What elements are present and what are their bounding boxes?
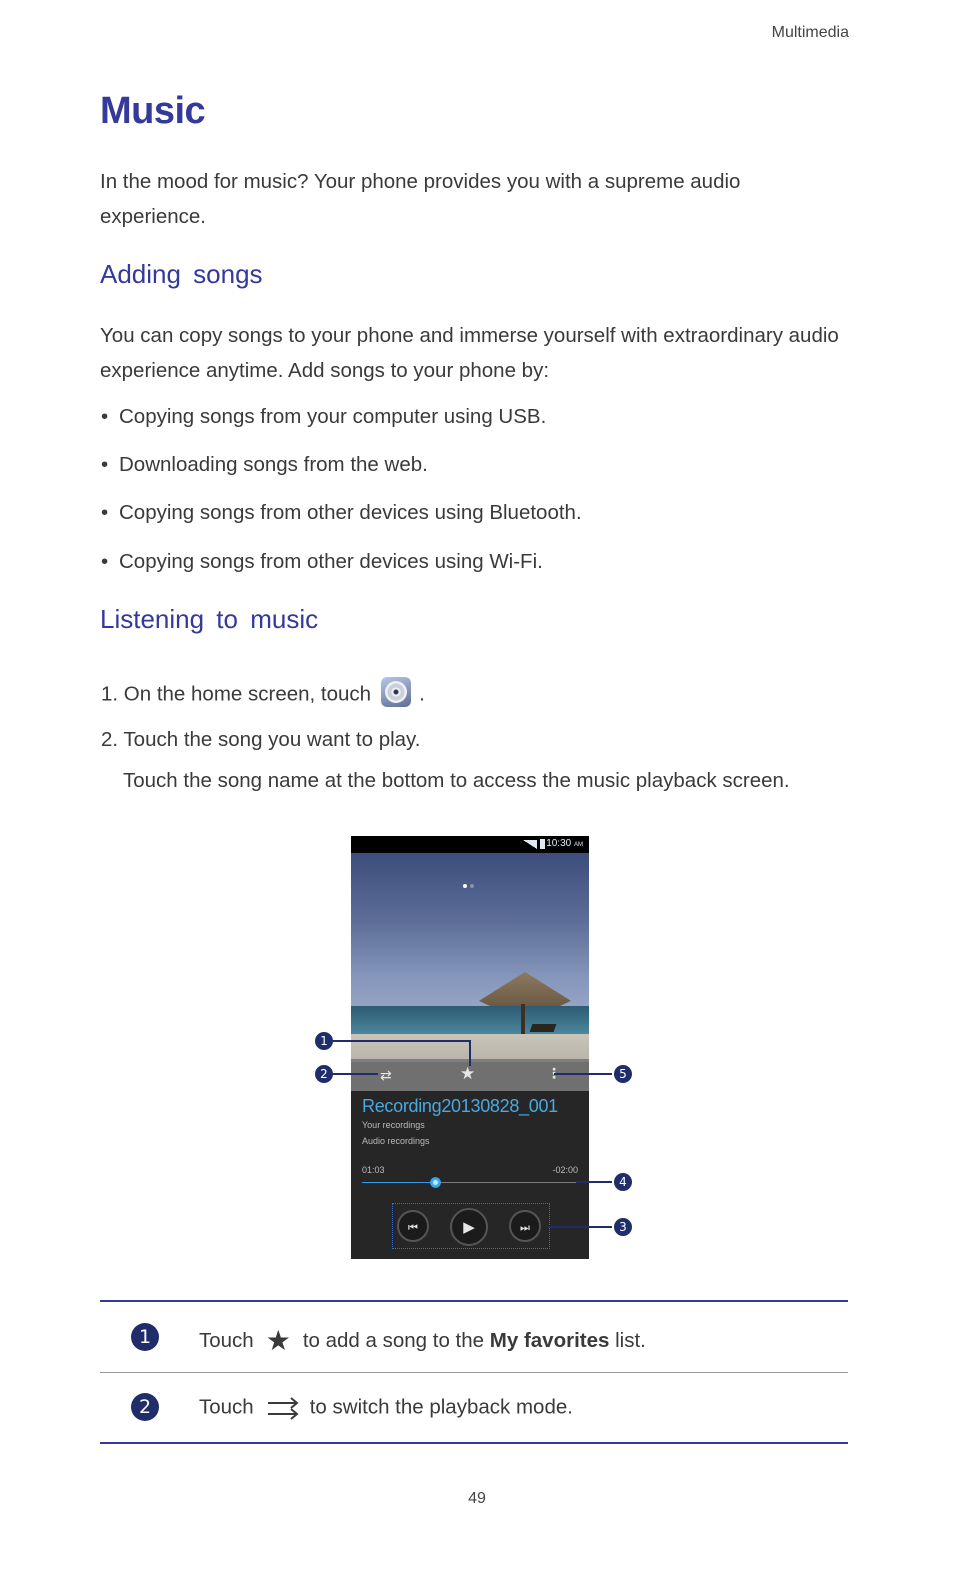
page-dot-active	[463, 884, 467, 888]
bullet-item	[101, 405, 546, 429]
bullet-item	[101, 501, 582, 525]
callout-2: 2	[315, 1065, 333, 1083]
bullet-text: Downloading songs from the web.	[119, 453, 428, 476]
legend-1-bold: My favorites	[489, 1329, 610, 1352]
page-number: 49	[468, 1490, 486, 1507]
previous-icon[interactable]: ⏮	[397, 1210, 429, 1242]
play-icon[interactable]: ▶	[450, 1208, 488, 1246]
song-album: Audio recordings	[362, 1136, 430, 1146]
status-bar	[351, 836, 589, 853]
legend-2-text: to switch the playback mode.	[309, 1395, 573, 1419]
album-art-sky	[351, 853, 589, 1006]
music-player-screenshot	[351, 836, 589, 1259]
section-header: Multimedia	[771, 24, 849, 41]
bullet-dot: •	[101, 405, 109, 428]
listening-heading: Listening to music	[100, 604, 319, 634]
bullet-dot: •	[101, 550, 109, 573]
star-icon[interactable]: ★	[460, 1064, 476, 1083]
next-icon[interactable]: ⏭	[509, 1210, 541, 1242]
legend-divider	[100, 1372, 848, 1373]
bullet-text: Copying songs from other devices using Wi-Fi.	[119, 550, 543, 573]
bullet-text: Copying songs from your computer using USB.	[119, 405, 547, 428]
legend-1-text: to add a song to the	[302, 1329, 485, 1352]
repeat-icon[interactable]: ⇄	[380, 1067, 392, 1083]
legend-bottom-rule	[100, 1442, 848, 1444]
legend-1-touch: Touch	[199, 1329, 254, 1352]
status-clock	[546, 838, 583, 849]
status-time: 10:30	[546, 838, 572, 849]
legend-2-touch: Touch	[199, 1395, 254, 1419]
battery-icon	[540, 839, 545, 849]
song-artist: Your recordings	[362, 1120, 425, 1130]
disc-icon	[385, 681, 407, 703]
legend-number-2: 2	[131, 1393, 159, 1421]
step-1-text: 1. On the home screen, touch	[101, 682, 372, 706]
status-ampm: AM	[574, 842, 583, 848]
adding-songs-heading: Adding songs	[100, 259, 263, 289]
elapsed-time: 01:03	[362, 1165, 385, 1175]
intro-paragraph: In the mood for music? Your phone provides you with a supreme audio experience.	[100, 170, 741, 228]
album-art-beach	[351, 1034, 589, 1062]
song-title[interactable]: Recording20130828_001	[362, 1096, 558, 1116]
step-1	[101, 680, 425, 710]
bullet-dot: •	[101, 501, 109, 524]
step-1-end: .	[419, 682, 425, 706]
signal-icon	[523, 840, 537, 849]
page-dot	[470, 884, 474, 888]
bullet-item	[101, 453, 428, 477]
legend-row-2	[199, 1395, 573, 1421]
bullet-text: Copying songs from other devices using Bluetooth.	[119, 501, 582, 524]
bullet-dot: •	[101, 453, 109, 476]
callout-1: 1	[315, 1032, 333, 1050]
adding-songs-paragraph: You can copy songs to your phone and immerse yourself with extraordinary audio experience anytime. Add songs to your phone by:	[100, 324, 839, 382]
repeat-icon	[266, 1395, 300, 1421]
page-indicator	[463, 875, 477, 893]
callout-4: 4	[614, 1173, 632, 1191]
bullet-item	[101, 550, 543, 574]
umbrella-pole	[521, 1004, 525, 1036]
remaining-time: -02:00	[552, 1165, 578, 1175]
page-title: Music	[100, 90, 206, 132]
legend-row-1	[199, 1324, 646, 1357]
callout-5: 5	[614, 1065, 632, 1083]
legend-top-rule	[100, 1300, 848, 1302]
step-2-note: Touch the song name at the bottom to access the music playback screen.	[123, 769, 790, 792]
callout-3: 3	[614, 1218, 632, 1236]
music-app-icon	[381, 677, 411, 707]
legend-number-1: 1	[131, 1323, 159, 1351]
menu-icon[interactable]: ⋮	[547, 1065, 561, 1081]
step-2: 2. Touch the song you want to play.	[101, 728, 421, 751]
seek-handle[interactable]	[430, 1177, 441, 1188]
legend-1-end: list.	[615, 1329, 646, 1352]
star-icon: ★	[265, 1325, 291, 1356]
beach-chair	[530, 1024, 557, 1032]
seek-progress	[362, 1182, 435, 1183]
